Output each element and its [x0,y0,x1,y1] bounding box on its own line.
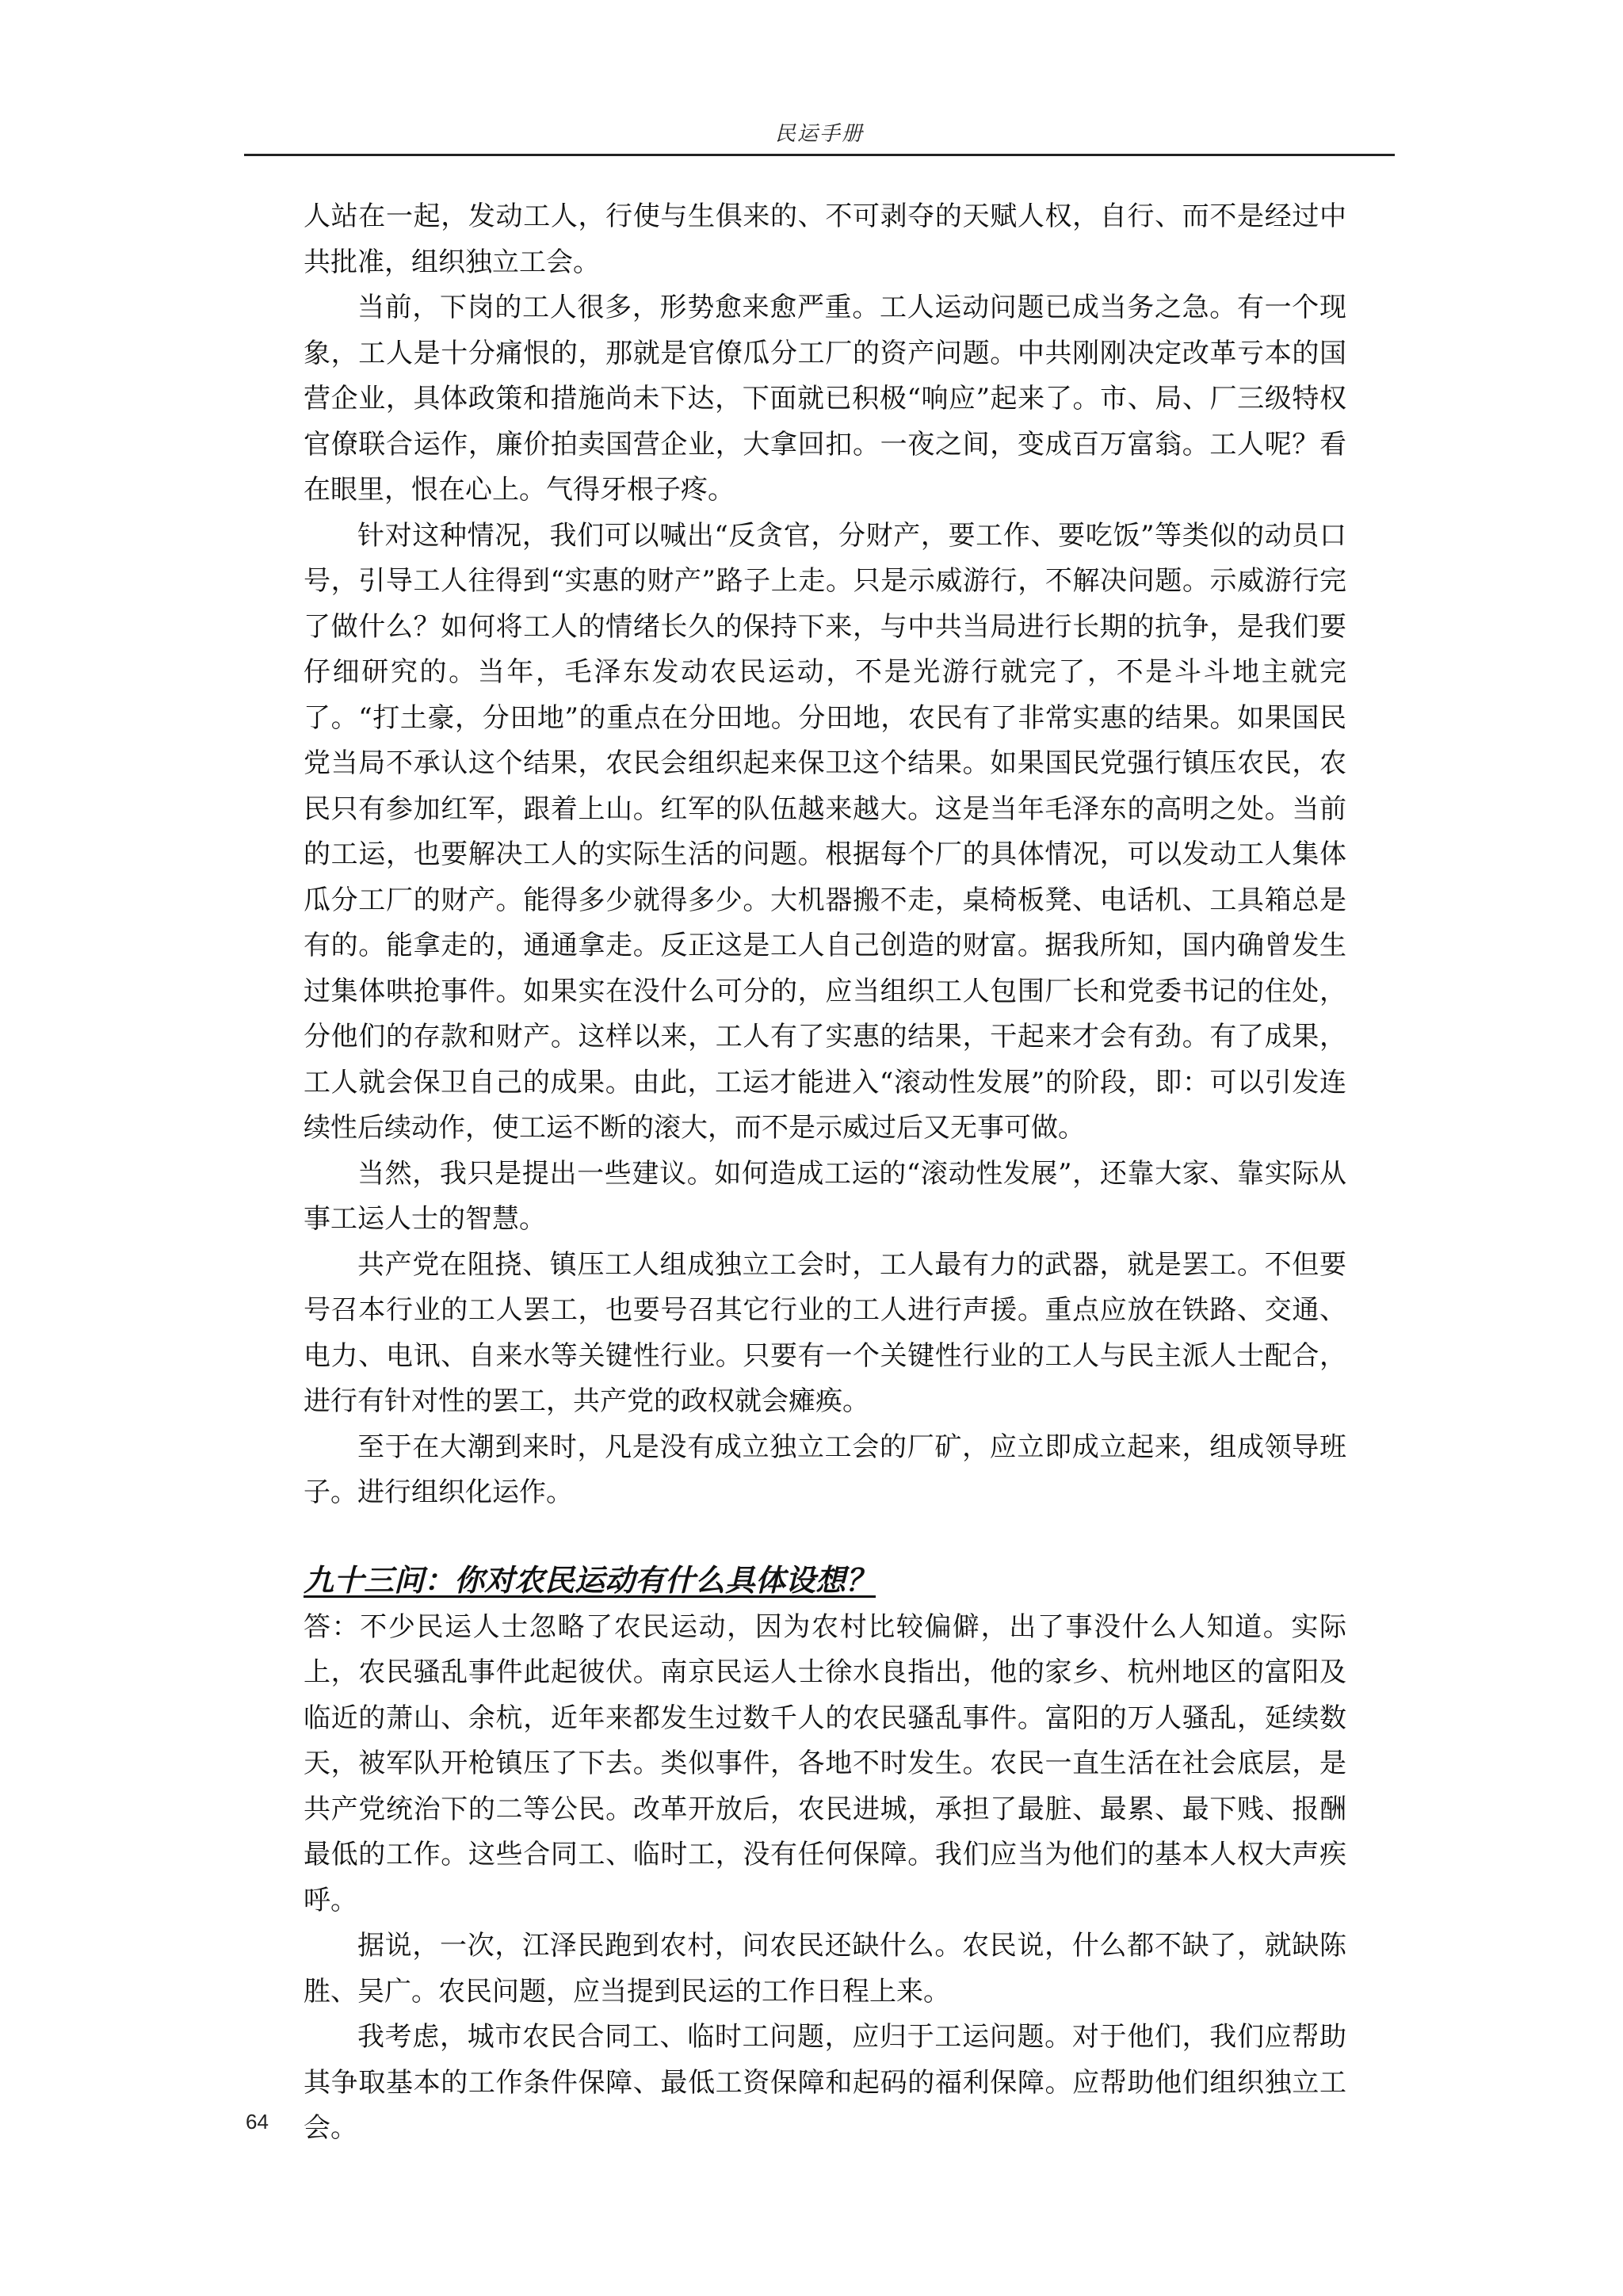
paragraph: 针对这种情况，我们可以喊出“反贪官，分财产，要工作、要吃饭”等类似的动员口号，引导工人往得到“实惠的财产”路子上走。只是示威游行，不解决问题。示威游行完了做什么？如何将工人的情绪长久的保持下来，与中共当局进行长期的抗争，是我们要仔细研究的。当年，毛泽东发动农民运动，不是光游行就完了，不是斗斗地主就完了。“打土豪，分田地”的重点在分田地。分田地，农民有了非常实惠的结果。如果国民党当局不承认这个结果，农民会组织起来保卫这个结果。如果国民党强行镇压农民，农民只有参加红军，跟着上山。红军的队伍越来越大。这是当年毛泽东的高明之处。当前的工运，也要解决工人的实际生活的问题。根据每个厂的具体情况，可以发动工人集体瓜分工厂的财产。能得多少就得多少。大机器搬不走，桌椅板凳、电话机、工具箱总是有的。能拿走的，通通拿走。反正这是工人自己创造的财富。据我所知，国内确曾发生过集体哄抢事件。如果实在没什么可分的，应当组织工人包围厂长和党委书记的住处，分他们的存款和财产。这样以来，工人有了实惠的结果，干起来才会有劲。有了成果，工人就会保卫自己的成果。由此，工运才能进入“滚动性发展”的阶段，即：可以引发连续性后续动作，使工运不断的滚大，而不是示威过后又无事可做。 [304,519,1346,1144]
paragraph: 至于在大潮到来时，凡是没有成立独立工会的厂矿，应立即成立起来，组成领导班子。进行组织化运作。 [304,1431,1346,1508]
header-rule [244,154,1395,156]
page-body [304,194,1346,2152]
paragraph: 当前，下岗的工人很多，形势愈来愈严重。工人运动问题已成当务之急。有一个现象，工人是十分痛恨的，那就是官僚瓜分工厂的资产问题。中共刚刚决定改革亏本的国营企业，具体政策和措施尚未下达，下面就已积极“响应”起来了。市、局、厂三级特权官僚联合运作，廉价拍卖国营企业，大拿回扣。一夜之间，变成百万富翁。工人呢？看在眼里，恨在心上。气得牙根子疼。 [304,292,1346,506]
paragraph: 共产党在阻挠、镇压工人组成独立工会时，工人最有力的武器，就是罢工。不但要号召本行业的工人罢工，也要号召其它行业的工人进行声援。重点应放在铁路、交通、电力、电讯、自来水等关键性行业。只要有一个关键性行业的工人与民主派人士配合，进行有针对性的罢工，共产党的政权就会瘫痪。 [304,1248,1346,1417]
page-number: 64 [246,2110,269,2134]
answer-paragraph: 答：不少民运人士忽略了农民运动，因为农村比较偏僻，出了事没什么人知道。实际上，农民骚乱事件此起彼伏。南京民运人士徐水良指出，他的家乡、杭州地区的富阳及临近的萧山、余杭，近年来都发生过数千人的农民骚乱事件。富阳的万人骚乱，延续数天，被军队开枪镇压了下去。类似事件，各地不时发生。农民一直生活在社会底层，是共产党统治下的二等公民。改革开放后，农民进城，承担了最脏、最累、最下贱、报酬最低的工作。这些合同工、临时工，没有任何保障。我们应当为他们的基本人权大声疾呼。 [304,1610,1346,1916]
paragraph: 当然，我只是提出一些建议。如何造成工运的“滚动性发展”，还靠大家、靠实际从事工运人士的智慧。 [304,1157,1346,1235]
section-heading: 九十三问：你对农民运动有什么具体设想？ [304,1561,876,1598]
paragraph: 人站在一起，发动工人，行使与生俱来的、不可剥夺的天赋人权，自行、而不是经过中共批准，组织独立工会。 [304,201,1346,278]
running-header-title: 民运手册 [774,122,864,146]
paragraph: 我考虑，城市农民合同工、临时工问题，应归于工运问题。对于他们，我们应帮助其争取基本的工作条件保障、最低工资保障和起码的福利保障。应帮助他们组织独立工会。 [304,2021,1346,2144]
paragraph: 据说，一次，江泽民跑到农村，问农民还缺什么。农民说，什么都不缺了，就缺陈胜、吴广。农民问题，应当提到民运的工作日程上来。 [304,1930,1346,2008]
